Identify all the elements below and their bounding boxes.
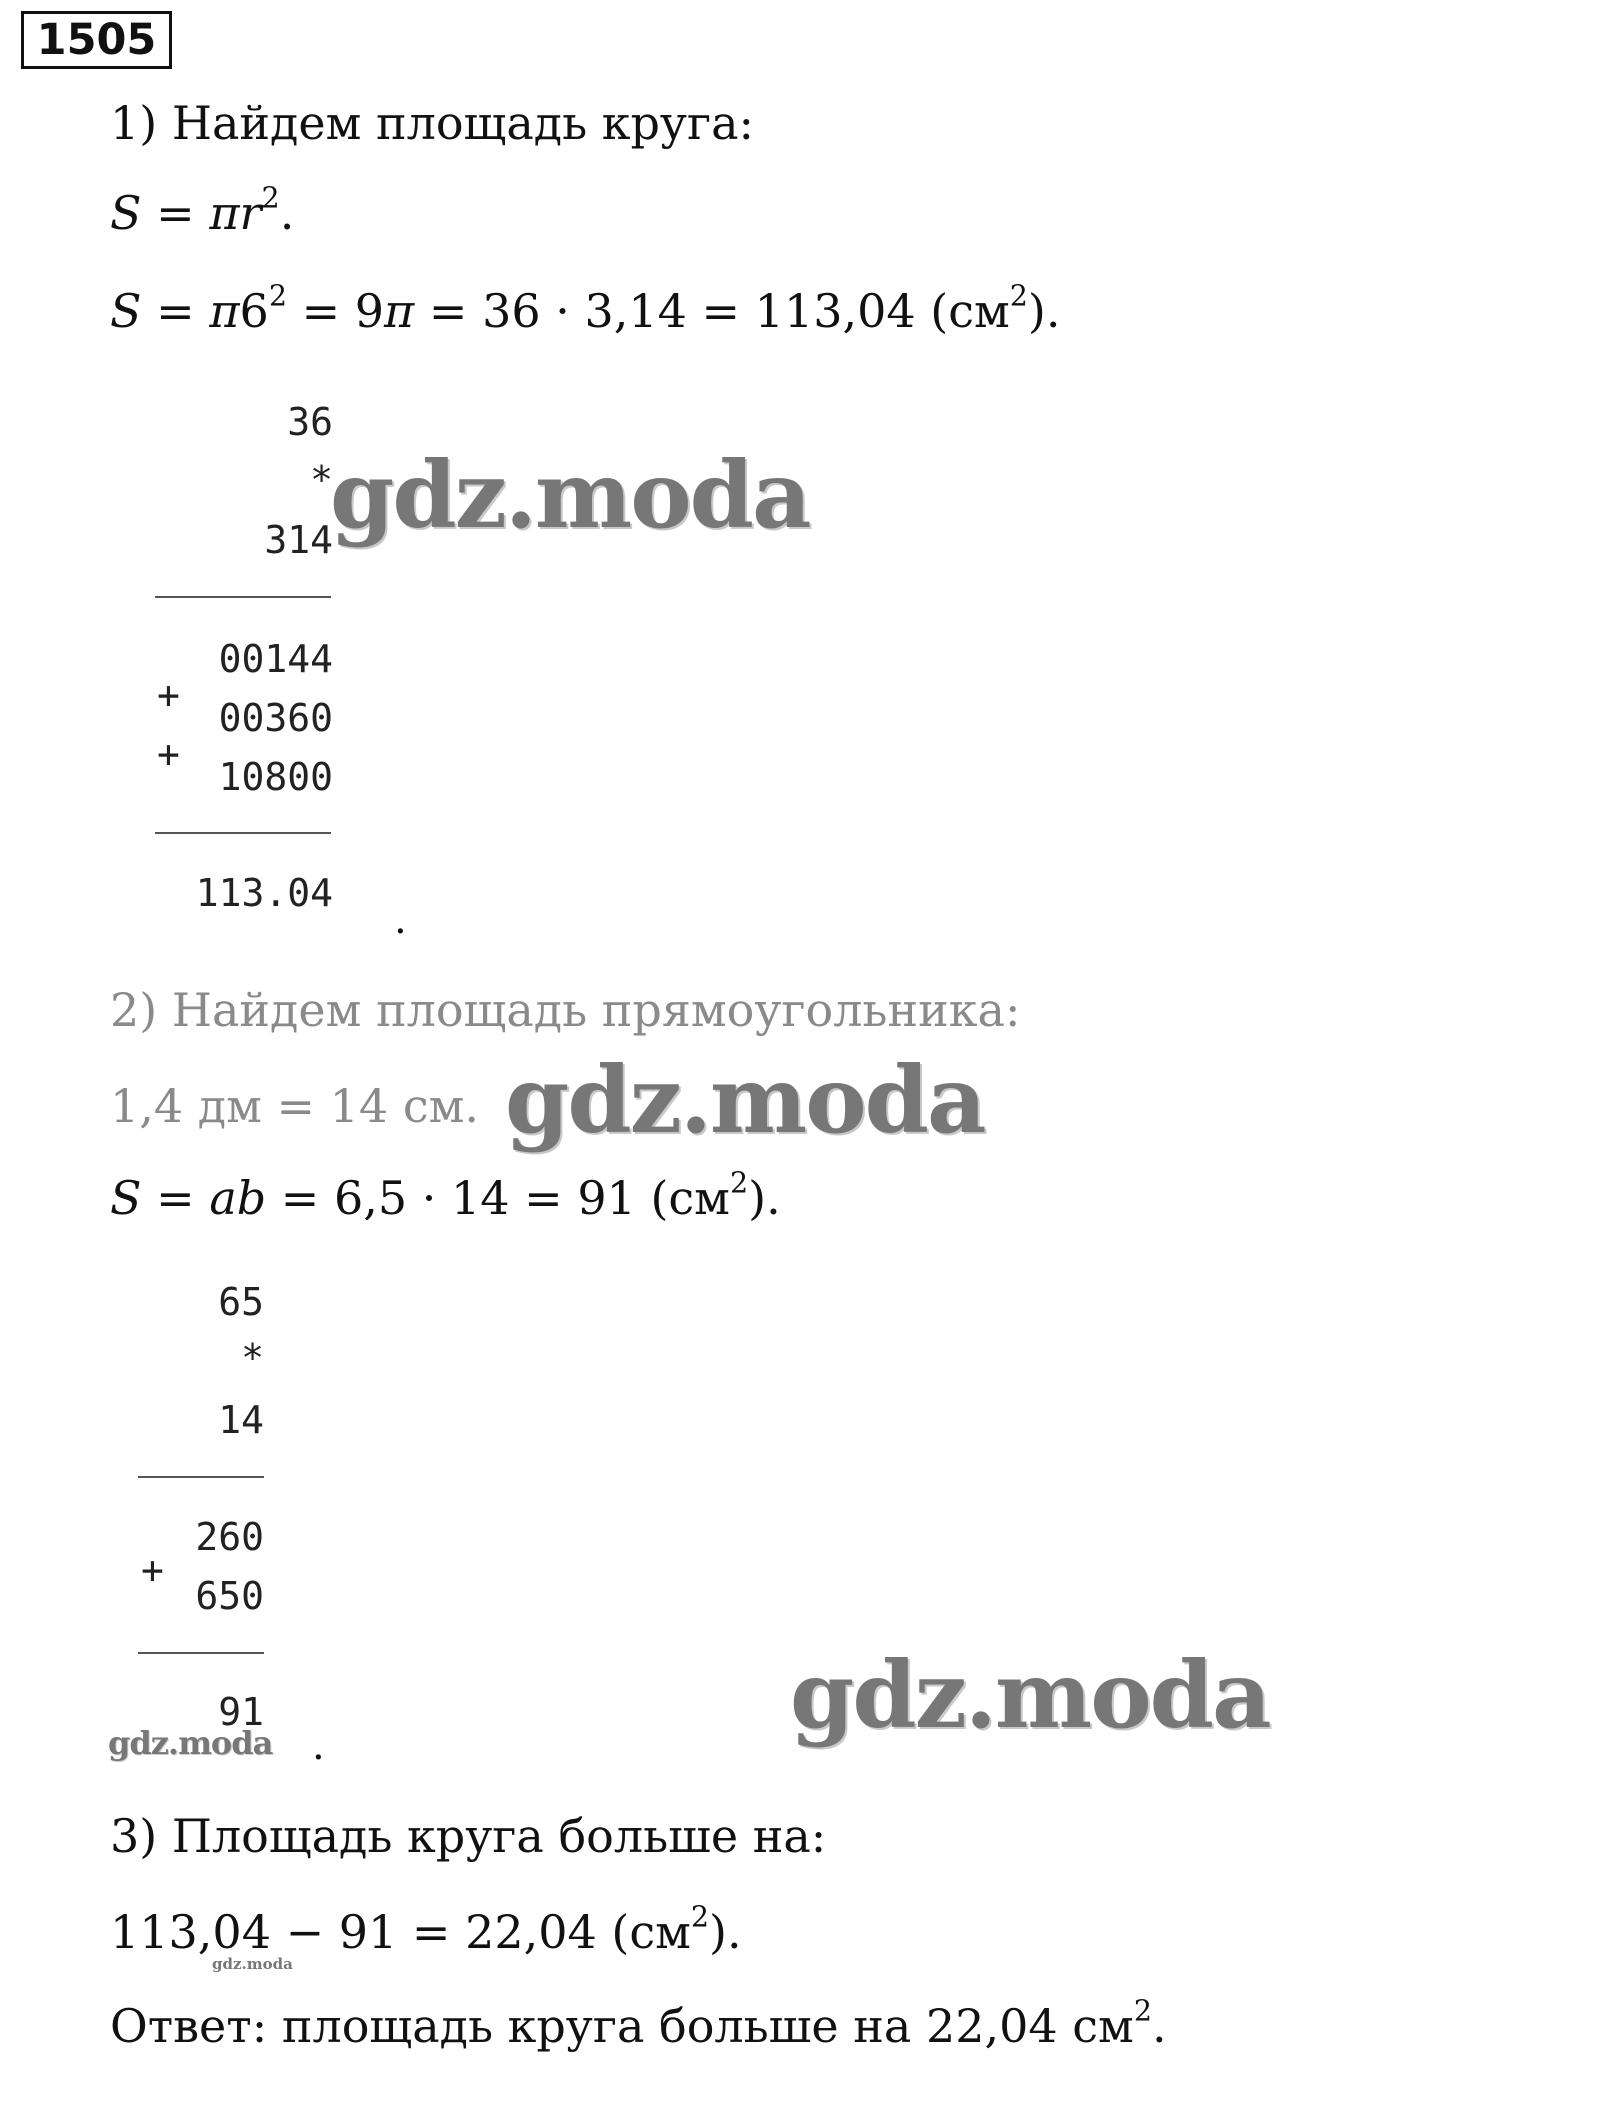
answer-line xyxy=(110,1996,1167,2056)
step3-title: 3) Площадь круга больше на: xyxy=(110,1809,827,1863)
watermark: gdz.moda xyxy=(505,1046,985,1154)
answer-end: . xyxy=(1152,1999,1167,2053)
operand-b: 14 xyxy=(218,1398,264,1442)
formula-tail: = 6,5 · 14 = 91 (см xyxy=(266,1171,730,1225)
divider-line xyxy=(155,832,331,834)
operand-b: 314 xyxy=(264,518,333,562)
partial-product: 00360 xyxy=(218,696,333,740)
step1-title: 1) Найдем площадь круга: xyxy=(110,96,755,150)
result: 113.04 xyxy=(195,871,333,915)
formula-ab: ab xyxy=(209,1171,267,1225)
formula-r: r xyxy=(239,186,262,240)
plus-sign: + xyxy=(157,732,180,776)
step1-calculation xyxy=(110,281,1060,341)
plus-sign: + xyxy=(141,1548,164,1592)
task-number: 1505 xyxy=(21,11,172,69)
formula-eq: = xyxy=(141,186,210,240)
watermark: gdz.moda xyxy=(790,1641,1270,1749)
formula-s: S xyxy=(110,1171,142,1225)
operator: * xyxy=(241,1336,264,1380)
partial-product: 650 xyxy=(195,1574,264,1618)
calc-text: 113,04 − 91 = 22,04 (см xyxy=(110,1905,691,1959)
answer-text: Ответ: площадь круга больше на 22,04 см xyxy=(110,1999,1134,2053)
divider-line xyxy=(138,1476,264,1478)
formula-s: S xyxy=(110,186,142,240)
divider-line xyxy=(155,596,331,598)
formula-pi: π xyxy=(209,186,240,240)
watermark: gdz.moda xyxy=(108,1724,273,1762)
result: 91 xyxy=(218,1690,264,1734)
step2-conversion: 1,4 дм = 14 см. xyxy=(110,1079,479,1133)
formula-close: ). xyxy=(748,1171,781,1225)
calc-pi: π xyxy=(209,284,240,338)
plus-sign: + xyxy=(157,673,180,717)
step3-calculation xyxy=(110,1902,742,1962)
trailing-dot: . xyxy=(394,897,407,943)
calc-s: S xyxy=(110,284,142,338)
operator: * xyxy=(310,458,333,502)
formula-eq: = xyxy=(141,1171,210,1225)
partial-product: 00144 xyxy=(218,637,333,681)
calc-eq: = xyxy=(141,284,210,338)
step1-formula xyxy=(110,183,294,243)
calc-tail: = 36 · 3,14 = 113,04 (см xyxy=(414,284,1010,338)
operand-a: 65 xyxy=(218,1280,264,1324)
formula-exp: 2 xyxy=(261,181,280,215)
partial-product: 10800 xyxy=(218,755,333,799)
calc-close: ). xyxy=(709,1905,742,1959)
calc-pi2: π xyxy=(384,284,415,338)
watermark: gdz.moda xyxy=(212,1955,293,1973)
answer-exp: 2 xyxy=(1133,1994,1152,2028)
step2-formula xyxy=(110,1168,781,1228)
calc-exp: 2 xyxy=(268,279,287,313)
calc-unit-exp: 2 xyxy=(1009,279,1028,313)
partial-product: 260 xyxy=(195,1515,264,1559)
calc-exp: 2 xyxy=(690,1900,710,1934)
watermark: gdz.moda xyxy=(330,441,810,549)
operand-a: 36 xyxy=(287,400,333,444)
calc-close: ). xyxy=(1027,284,1061,338)
formula-end: . xyxy=(279,186,295,240)
divider-line xyxy=(138,1652,264,1654)
calc-mid: = 9 xyxy=(286,284,385,338)
trailing-dot: . xyxy=(312,1723,325,1769)
step2-title: 2) Найдем площадь прямоугольника: xyxy=(110,983,1021,1037)
calc-base: 6 xyxy=(239,284,269,338)
formula-exp: 2 xyxy=(729,1166,749,1200)
